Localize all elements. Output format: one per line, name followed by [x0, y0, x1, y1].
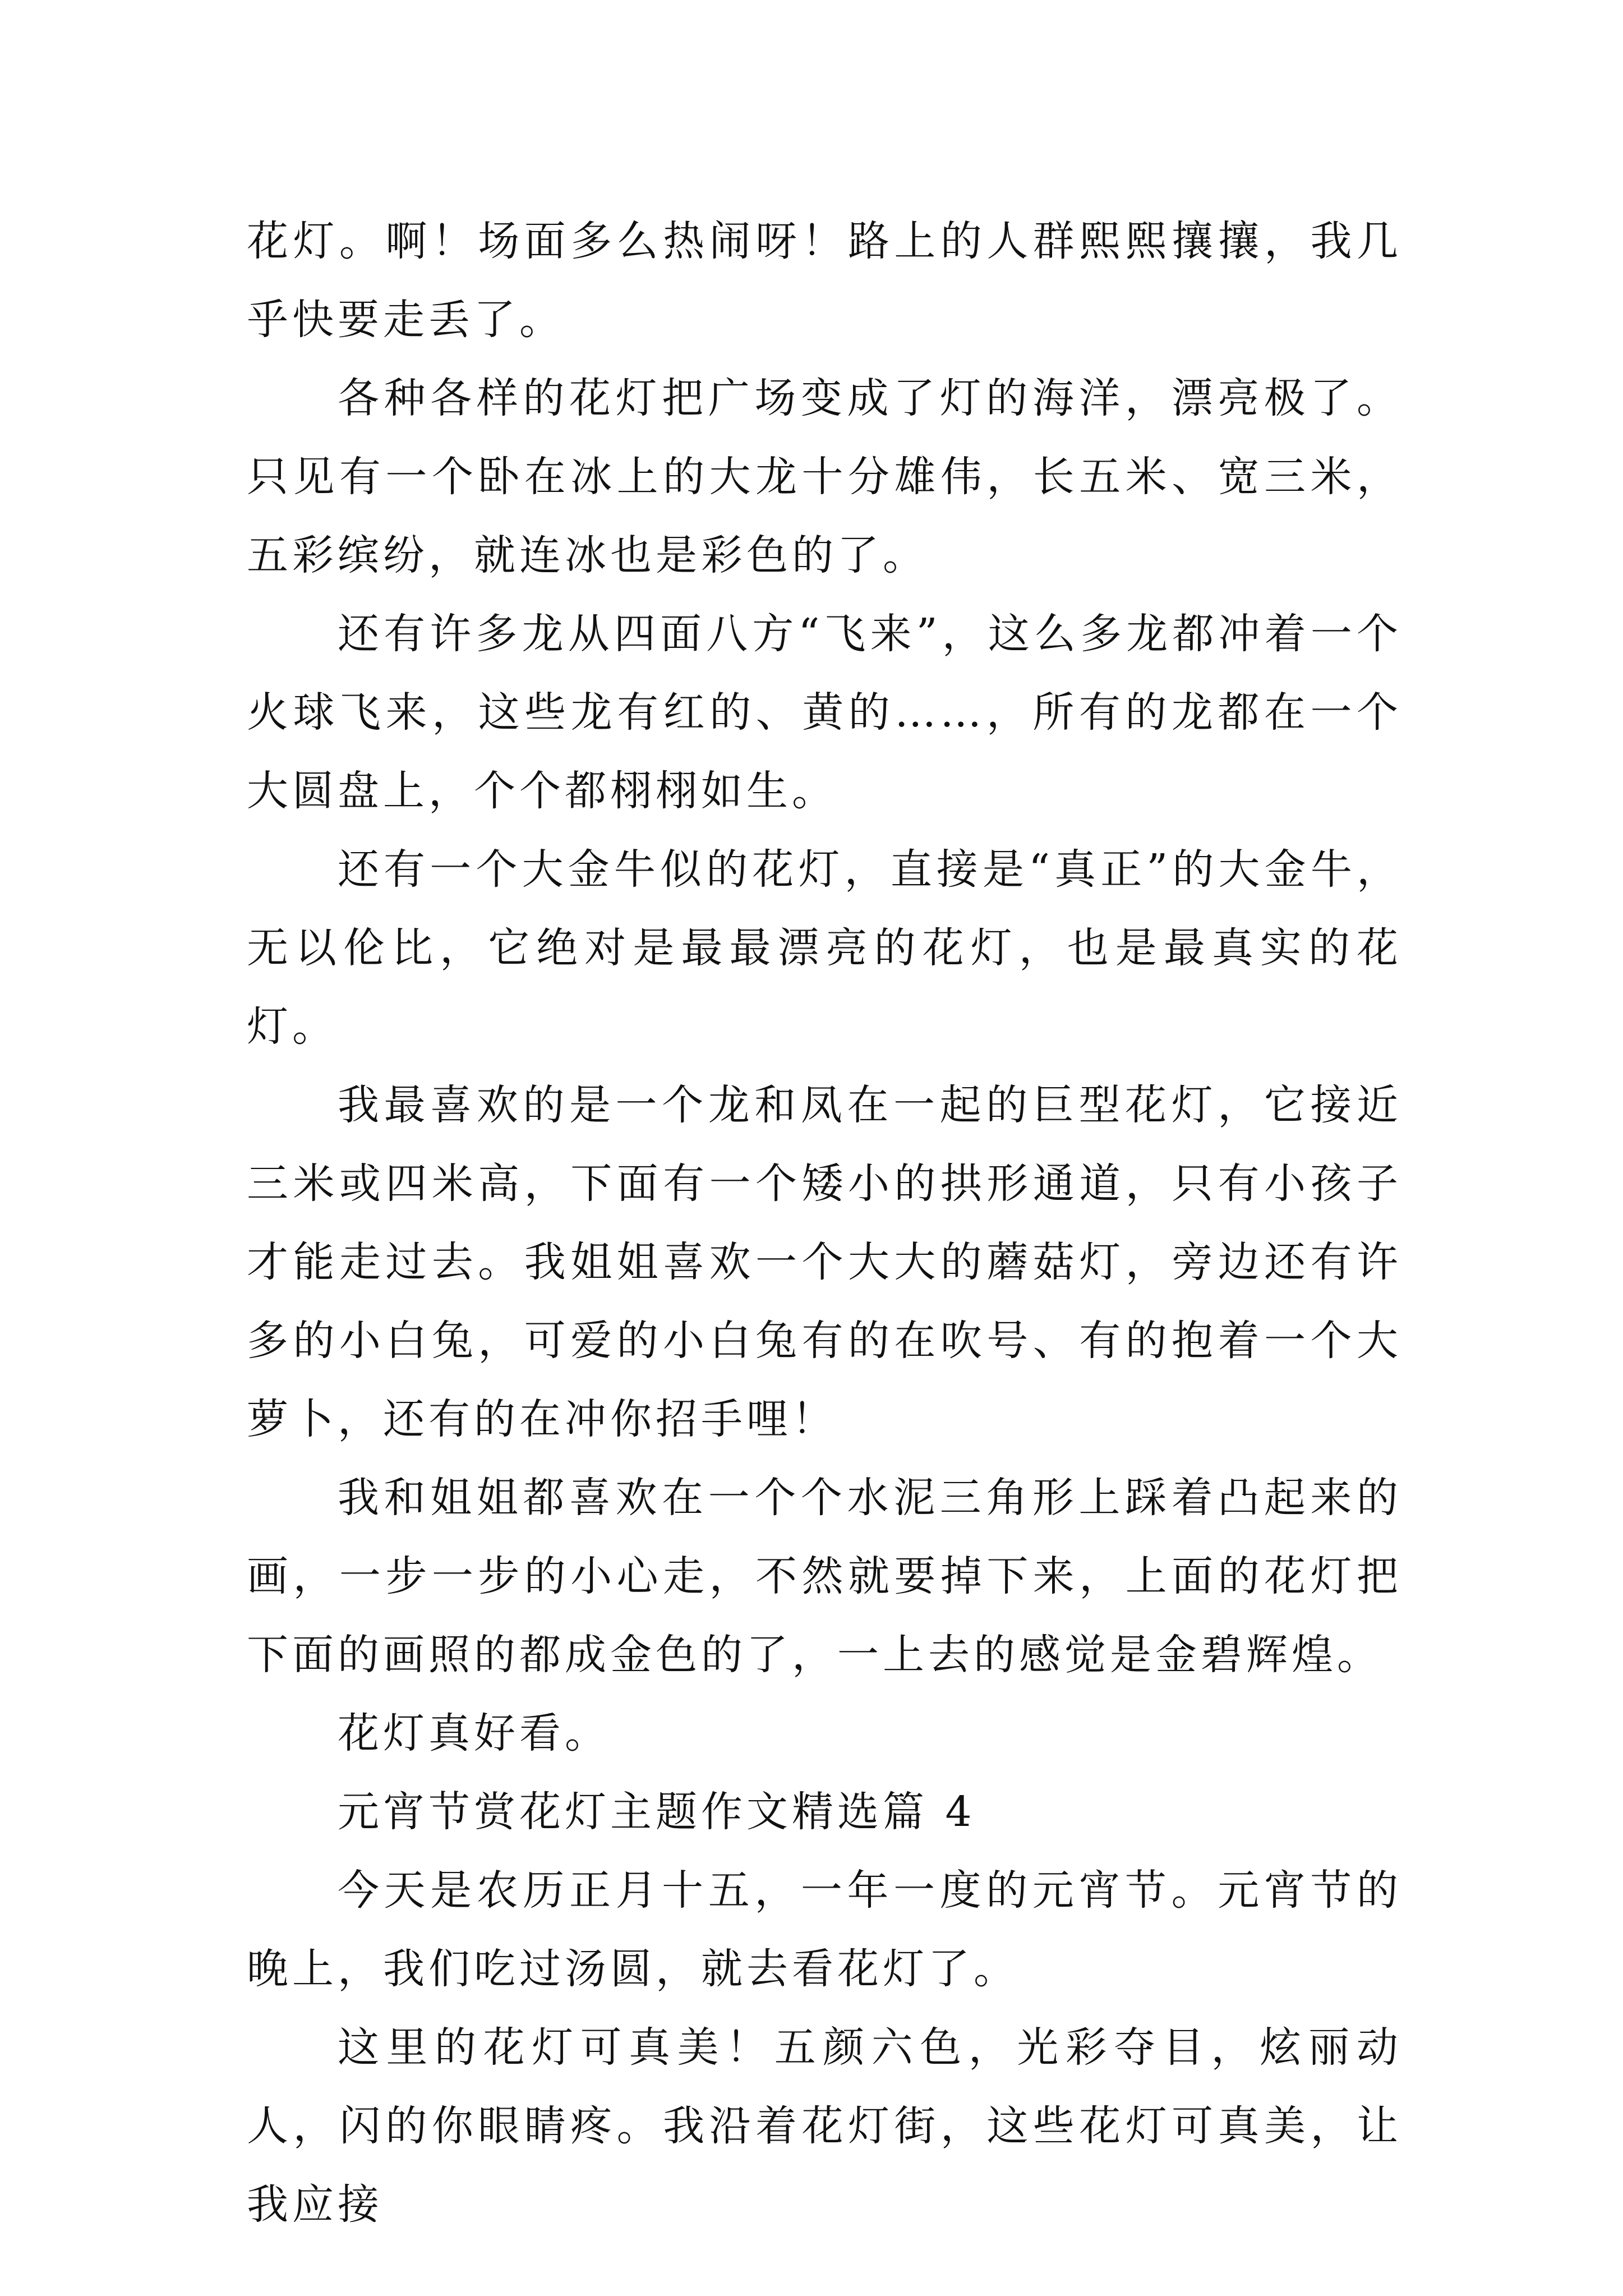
paragraph-9: 这里的花灯可真美！五颜六色，光彩夺目，炫丽动人，闪的你眼睛疼。我沿着花灯街，这些花灯可真美，让我应接: [247, 2023, 1402, 2229]
paragraph-3: 还有许多龙从四面八方“飞来”，这么多龙都冲着一个火球飞来，这些龙有红的、黄的……，所有的龙都在一个大圆盘上，个个都栩栩如生。: [247, 610, 1402, 815]
paragraph-1: 花灯。啊！场面多么热闹呀！路上的人群熙熙攘攘，我几乎快要走丢了。: [247, 217, 1402, 344]
paragraph-6: 我和姐姐都喜欢在一个个水泥三角形上踩着凸起来的画，一步一步的小心走，不然就要掉下来，上面的花灯把下面的画照的都成金色的了，一上去的感觉是金碧辉煌。: [247, 1474, 1402, 1679]
paragraph-5: 我最喜欢的是一个龙和凤在一起的巨型花灯，它接近三米或四米高，下面有一个矮小的拱形通道，只有小孩子才能走过去。我姐姐喜欢一个大大的蘑菇灯，旁边还有许多的小白兔，可爱的小白兔有的在吹号、有的抱着一个大萝卜，还有的在冲你招手哩！: [247, 1081, 1402, 1443]
document-body: [247, 202, 1402, 2244]
paragraph-7: 花灯真好看。: [338, 1709, 610, 1757]
paragraph-4: 还有一个大金牛似的花灯，直接是“真正”的大金牛，无以伦比，它绝对是最最漂亮的花灯，也是最真实的花灯。: [247, 845, 1402, 1051]
paragraph-8: 今天是农历正月十五，一年一度的元宵节。元宵节的晚上，我们吃过汤圆，就去看花灯了。: [247, 1866, 1402, 1993]
paragraph-2: 各种各样的花灯把广场变成了灯的海洋，漂亮极了。只见有一个卧在冰上的大龙十分雄伟，长五米、宽三米，五彩缤纷，就连冰也是彩色的了。: [247, 374, 1402, 579]
section-heading: 元宵节赏花灯主题作文精选篇 4: [338, 1788, 976, 1836]
